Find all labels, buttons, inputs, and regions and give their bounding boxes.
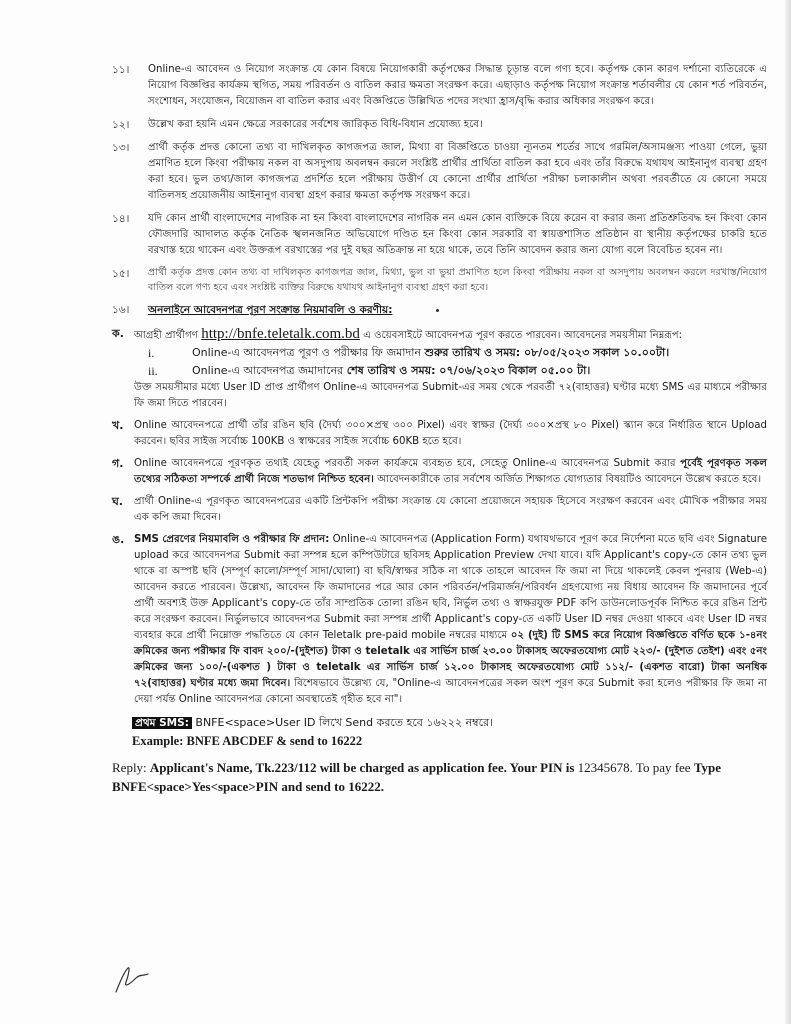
clause-number: ১২।	[112, 119, 130, 131]
sms-note: বিশেষভাবে উল্লেখ্য যে, "Online-এ আবেদনপত্রের সকল অংশ পূরণ করে Submit করা হলেও পরীক্ষার ফি জমা না দেয়া পর্যন্ত Online আবেদনপত্র কোনো অবস্থাতেই গৃহীত হবে না"।	[134, 678, 767, 705]
subclause-text: Online আবেদনপত্রে পূরণকৃত তথ্যই যেহেতু পরবর্তী সকল কার্যক্রমে ব্যবহৃত হবে, সেহেতু Online-এ আবেদনপত্র Submit করার	[134, 458, 676, 469]
subclause-text: আবেদনকারীকে তার সর্বশেষ অর্জিত শিক্ষাগত যোগ্যতার বিষয়টিও আবেদনে উল্লেখ করতে হবে।	[377, 474, 762, 485]
clause-number: ১৩।	[112, 142, 130, 154]
sms-instructions: Online-এ আবেদনপত্র (Application Form) যথাযথভাবে পূরণ করে নির্দেশনা মতে ছবি এবং Signature upload করে আবেদনপত্র Submit করা সম্পন্ন হলে কম্পিউটারে ছবিসহ Application Preview দেখা যাবে। যদি Applicant's copy-তে কোন তথ্য ভুল থাকে বা অস্পষ্ট ছবি (সম্পূর্ণ কালো/সম্পূর্ণ সাদা/ঘোলা) বা ছবি/স্বাক্ষর সঠিক না থাকে তাহলে আবেদন ফি জমা না দিয়ে থাকলেই কেবল পুনরায় (Web-এ) আবেদন করতে পারবেন। উল্লেখ্য, আবেদন ফি জমাদানের পরে আর কোন পরিবর্তন/পরিমার্জন/পরিবর্ধন গ্রহণযোগ্য নয় বিধায় আবেদন ফি জমাদানের পূর্বে প্রার্থী অবশ্যই উক্ত Applicant's copy-তে তাঁর সাম্প্রতিক তোলা রঙিন ছবি, নির্ভুল তথ্য ও স্বাক্ষরযুক্ত PDF কপি ডাউনলোডপূর্বক নিশ্চিত করে রঙিন প্রিন্ট করে সংরক্ষণ করবেন। নির্ভুলভাবে আবেদনপত্র Submit করা সম্পন্ন প্রার্থী Applicant's copy-তে একটি User ID নম্বর দেওয়া থাকবে এবং User ID নম্বর ব্যবহার করে প্রার্থী নিম্নোক্ত পদ্ধতিতে যে কোন Teletalk pre-paid mobile নম্বরের মাধ্যমে	[134, 534, 767, 641]
clause-13	[112, 140, 767, 204]
first-sms-tag: প্রথম SMS:	[132, 717, 192, 729]
schedule-date: শুরুর তারিখ ও সময়: ০৮/০৫/২০২৩ সকাল ১০.০০টা।	[424, 346, 670, 359]
scan-edge-shadow	[785, 0, 791, 1024]
roman-numeral: ii.	[148, 364, 158, 378]
reply-bold-text: Applicant's Name, Tk.223/112 will be charged as application fee. Your PIN is	[149, 760, 575, 775]
subclause-label: ঙ.	[112, 533, 125, 546]
clause-number: ১৬।	[112, 304, 130, 316]
subclause-ga	[112, 456, 767, 488]
reply-bold-instruction: Type BNFE<space>Yes<space>PIN and send to 16222.	[112, 760, 722, 794]
section-heading: অনলাইনে আবেদনপত্র পূরণ সংক্রান্ত নিয়মাবলি ও করণীয়:	[148, 304, 393, 316]
sms-heading: SMS প্রেরণের নিয়মাবলি ও পরীক্ষার ফি প্রদান:	[134, 534, 330, 545]
subclause-kha	[112, 418, 767, 450]
clause-16-heading	[112, 302, 767, 319]
subclause-text: এ ওয়েবসাইটে আবেদনপত্র পূরণ করতে পারবেন। আবেদনের সময়সীমা নিম্নরূপ:	[363, 330, 683, 341]
clause-text: যদি কোন প্রার্থী বাংলাদেশের নাগরিক না হন কিংবা বাংলাদেশের নাগরিক নন এমন কোন ব্যক্তিকে বিয়ে করেন বা করার জন্য প্রতিশ্রুতিবদ্ধ হন কিংবা কোন ফৌজদারি আদালত কর্তৃক নৈতিক স্খলনজনিত অভিযোগে দণ্ডিত হন কিংবা কোন সরকারি বা স্বায়ত্তশাসিত প্রতিষ্ঠান বা স্থানীয় কর্তৃপক্ষের চাকরি হতে বরখাস্ত হয়ে থাকেন এবং উক্তরূপ বরখাস্তের পর দুই বছর অতিক্রান্ত না হয়ে থাকে, তবে তিনি আবেদন করার জন্য যোগ্য বলে বিবেচিত হবেন না।	[148, 213, 767, 256]
schedule-start	[148, 344, 767, 362]
subclause-text: Online আবেদনপত্রে প্রার্থী তাঁর রঙিন ছবি (দৈর্ঘ্য ৩০০×প্রস্থ ৩০০ Pixel) এবং স্বাক্ষর (দৈর্ঘ্য ৩০০×প্রস্থ ৮০ Pixel) স্ক্যান করে নির্ধারিত স্থানে Upload করবেন। ছবির সাইজ সর্বোচ্চ 100KB ও স্বাক্ষরের সাইজ সর্বোচ্চ 60KB হতে হবে।	[134, 420, 767, 447]
clause-12	[112, 117, 767, 133]
subclause-label: গ.	[112, 457, 124, 470]
clause-15	[112, 266, 767, 295]
clause-number: ১৫।	[112, 268, 130, 280]
sms-example: Example: BNFE ABCDEF & send to 16222	[132, 734, 363, 748]
subclause-ka	[112, 326, 767, 412]
subclause-label: খ.	[112, 419, 124, 432]
document-content	[112, 62, 767, 796]
schedule-note: উক্ত সময়সীমার মধ্যে User ID প্রাপ্ত প্রার্থীগণ Online-এ আবেদনপত্র Submit-এর সময় থেকে পরবর্তী ৭২(বাহাত্তর) ঘণ্টার মধ্যে SMS এর মাধ্যমে পরীক্ষার ফি জমা দিতে পারবেন।	[134, 382, 767, 409]
first-sms-format: BNFE<space>User ID লিখে Send করতে হবে ১৬২২২ নম্বরে।	[195, 716, 494, 729]
subclause-gha	[112, 494, 767, 526]
sms-format-block	[132, 714, 767, 750]
subclause-sms	[112, 532, 767, 708]
clause-text: Online-এ আবেদন ও নিয়োগ সংক্রান্ত যে কোন বিষয়ে নিয়োগকারী কর্তৃপক্ষের সিদ্ধান্ত চূড়ান্ত বলে গণ্য হবে। কর্তৃপক্ষ কোন কারণ দর্শানো ব্যতিরেকে এ নিয়োগ বিজ্ঞপ্তির কার্যক্রম স্থগিত, সময় পরিবর্তন ও বাতিল করার ক্ষমতা সংরক্ষণ করে। এছাড়াও কর্তৃপক্ষ নিয়োগ সংক্রান্ত শর্তাবলীর যে কোন শর্ত পরিবর্তন, সংশোধন, সংযোজন, বিয়োজন বা বাতিল করার এবং বিজ্ঞপ্তিতে উল্লিখিত পদের সংখ্যা হ্রাস/বৃদ্ধি করার অধিকার সংরক্ষণ করে।	[148, 64, 767, 107]
sms-fee-details: ০২ (দুই) টি SMS করে নিয়োগ বিজ্ঞপ্তিতে বর্ণিত ছকে ১-৪নং ক্রমিকের জন্য পরীক্ষার ফি বাবদ ২০০/-(দুইশত) টাকা ও teletalk এর সার্ভিস চার্জ ২৩.০০ টাকাসহ অফেরতযোগ্য মোট ২২৩/- (দুইশত তেইশ) এবং ৫নং ক্রমিকের জন্য ১০০/-(একশত ) টাকা ও teletalk এর সার্ভিস চার্জ ১২.০০ টাকাসহ অফেরতযোগ্য মোট ১১২/- (একশত বারো) টাকা অনধিক ৭২(বাহাত্তর) ঘণ্টার মধ্যে জমা দিবেন।	[134, 630, 767, 689]
subclause-text: আগ্রহী প্রার্থীগণ	[134, 330, 198, 341]
clause-text: প্রার্থী কর্তৃক প্রদত্ত কোন তথ্য বা দাখিলকৃত কাগজপত্র জাল, মিথ্যা, ভুল বা ভুয়া প্রমাণিত হলে কিংবা পরীক্ষায় নকল বা অসদুপায় অবলম্বন করলে দরখাস্ত/নিয়োগ বাতিল বলে গণ্য হবে এবং সংশ্লিষ্ট ব্যক্তির বিরুদ্ধে যথাযথ আইনানুগ ব্যবস্থা গ্রহণ করা হবে।	[148, 267, 767, 293]
subclause-label: ক.	[112, 327, 124, 340]
clause-text: প্রার্থী কর্তৃক প্রদত্ত কোনো তথ্য বা দাখিলকৃত কাগজপত্র জাল, মিথ্যা বা বিজ্ঞপ্তিতে চাওয়া ন্যূনতম শর্তের সাথে গরমিল/অসামঞ্জস্য পাওয়া গেলে, ভুয়া প্রমাণিত হলে কিংবা পরীক্ষায় নকল বা অসদুপায় অবলম্বন করলে সংশ্লিষ্ট প্রার্থীর প্রার্থিতা বাতিল করা হবে এবং তাঁর বিরুদ্ধে যথাযথ আইনানুগ ব্যবস্থা গ্রহণ করা হবে। ভুল তথ্য/জাল কাগজপত্র প্রদর্শিত হলে পরীক্ষায় উত্তীর্ণ যে কোনো প্রার্থীর প্রার্থিতা পরীক্ষা চলাকালীন অথবা পরবর্তীতে যে কোনো সময়ে বাতিলসহ প্রয়োজনীয় আইনানুগ ব্যবস্থা গ্রহণ করার ক্ষমতা কর্তৃপক্ষ সংরক্ষণ করে।	[148, 142, 767, 201]
clause-number: ১১।	[112, 64, 130, 76]
signature-mark	[112, 962, 152, 996]
schedule-text: Online-এ আবেদনপত্র পূরণ ও পরীক্ষার ফি জমাদান	[192, 346, 422, 359]
schedule-text: Online-এ আবেদনপত্র জমাদানের	[192, 364, 344, 377]
clause-11	[112, 62, 767, 110]
clause-14	[112, 211, 767, 259]
roman-numeral: i.	[148, 346, 155, 360]
subclause-bold-text: পূর্বেই পূরণকৃত সকল তথ্যের সঠিকতা সম্পর্কে প্রার্থী নিজে শতভাগ নিশ্চিত হবেন।	[134, 458, 767, 485]
clause-number: ১৪।	[112, 213, 130, 225]
clause-text: উল্লেখ করা হয়নি এমন ক্ষেত্রে সরকারের সর্বশেষ জারিকৃত বিধি-বিধান প্রযোজ্য হবে।	[148, 119, 483, 130]
sms-reply	[112, 758, 767, 796]
reply-prefix: Reply:	[112, 760, 147, 775]
subclause-text: প্রার্থী Online-এ পূরণকৃত আবেদনপত্রের একটি প্রিন্টকপি পরীক্ষা সংক্রান্ত যে কোনো প্রয়োজনে সহায়ক হিসেবে সংরক্ষণ করবেন এবং মৌখিক পরীক্ষার সময় এক কপি জমা দিবেন।	[134, 496, 767, 523]
schedule-end	[148, 362, 767, 380]
schedule-date: শেষ তারিখ ও সময়: ০৭/০৬/২০২৩ বিকাল ০৫.০০ টা।	[346, 364, 591, 377]
scan-speck	[436, 309, 439, 312]
reply-pin-text: 12345678. To pay fee	[577, 760, 691, 775]
teletalk-url-link[interactable]: http://bnfe.teletalk.com.bd	[201, 326, 360, 342]
subclause-label: ঘ.	[112, 495, 123, 508]
